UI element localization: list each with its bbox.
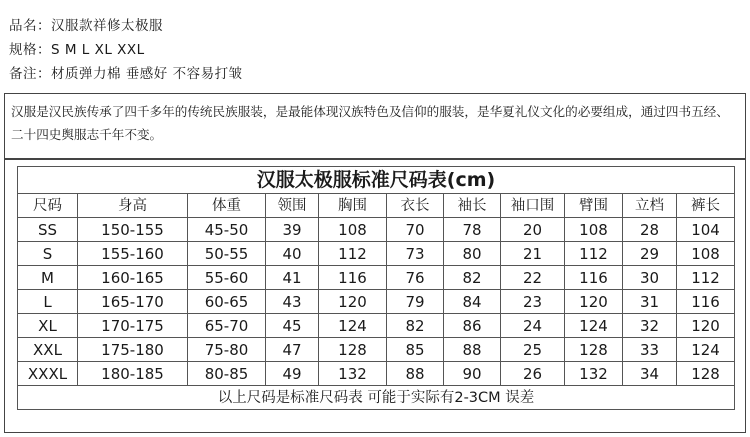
table-cell: 128 — [565, 338, 623, 362]
header-cell: 立档 — [623, 194, 677, 218]
table-cell: 31 — [623, 290, 677, 314]
table-cell: 112 — [565, 242, 623, 266]
table-cell: 34 — [623, 362, 677, 386]
table-cell: 120 — [677, 314, 735, 338]
table-cell: 75-80 — [188, 338, 266, 362]
header-cell: 袖长 — [444, 194, 501, 218]
table-cell: 124 — [677, 338, 735, 362]
table-cell: 155-160 — [78, 242, 188, 266]
table-cell: 85 — [387, 338, 444, 362]
table-cell: 108 — [319, 218, 387, 242]
table-cell: 45 — [266, 314, 319, 338]
intro-text: 汉服是汉民族传承了四千多年的传统民族服装，是最能体现汉族特色及信仰的服装，是华夏礼仪文化的必要组成，通过四书五经、二十四史舆服志千年不变。 — [11, 104, 729, 142]
table-cell: 30 — [623, 266, 677, 290]
table-cell: 76 — [387, 266, 444, 290]
table-cell: 132 — [565, 362, 623, 386]
table-cell: XXXL — [18, 362, 78, 386]
table-cell: 29 — [623, 242, 677, 266]
table-cell: 112 — [677, 266, 735, 290]
table-cell: 88 — [444, 338, 501, 362]
table-cell: 150-155 — [78, 218, 188, 242]
table-cell: 23 — [501, 290, 565, 314]
header-cell: 身高 — [78, 194, 188, 218]
header-cell: 胸围 — [319, 194, 387, 218]
table-cell: 124 — [319, 314, 387, 338]
table-cell: 41 — [266, 266, 319, 290]
table-cell: 180-185 — [78, 362, 188, 386]
table-cell: 104 — [677, 218, 735, 242]
header-cell: 衣长 — [387, 194, 444, 218]
intro-box — [4, 93, 746, 159]
table-cell: 132 — [319, 362, 387, 386]
table-cell: SS — [18, 218, 78, 242]
table-cell: 80 — [444, 242, 501, 266]
header-cell: 体重 — [188, 194, 266, 218]
table-cell: 82 — [387, 314, 444, 338]
table-row — [18, 290, 735, 314]
table-cell: 108 — [677, 242, 735, 266]
table-row — [18, 266, 735, 290]
table-row — [18, 242, 735, 266]
table-cell: 39 — [266, 218, 319, 242]
table-row — [18, 314, 735, 338]
table-cell: 84 — [444, 290, 501, 314]
table-cell: 33 — [623, 338, 677, 362]
table-cell: 82 — [444, 266, 501, 290]
table-cell: 88 — [387, 362, 444, 386]
table-cell: 120 — [565, 290, 623, 314]
table-cell: 24 — [501, 314, 565, 338]
size-table-box — [4, 159, 746, 433]
table-cell: 86 — [444, 314, 501, 338]
table-cell: 73 — [387, 242, 444, 266]
table-cell: XL — [18, 314, 78, 338]
table-cell: 128 — [319, 338, 387, 362]
table-cell: 40 — [266, 242, 319, 266]
table-cell: 25 — [501, 338, 565, 362]
size-table — [17, 166, 735, 410]
table-cell: 28 — [623, 218, 677, 242]
size-table-footnote: 以上尺码是标准尺码表 可能于实际有2-3CM 误差 — [18, 386, 735, 410]
table-cell: 160-165 — [78, 266, 188, 290]
table-cell: 20 — [501, 218, 565, 242]
table-cell: 79 — [387, 290, 444, 314]
table-cell: 165-170 — [78, 290, 188, 314]
table-cell: 116 — [677, 290, 735, 314]
table-cell: 65-70 — [188, 314, 266, 338]
table-cell: XXL — [18, 338, 78, 362]
table-cell: 32 — [623, 314, 677, 338]
table-cell: 116 — [565, 266, 623, 290]
table-cell: 47 — [266, 338, 319, 362]
table-cell: 170-175 — [78, 314, 188, 338]
product-name: 品名：汉服款祥修太极服 — [9, 18, 163, 34]
header-cell: 臂围 — [565, 194, 623, 218]
table-cell: 70 — [387, 218, 444, 242]
table-cell: 120 — [319, 290, 387, 314]
table-row — [18, 218, 735, 242]
table-cell: 21 — [501, 242, 565, 266]
table-cell: 60-65 — [188, 290, 266, 314]
table-cell: 90 — [444, 362, 501, 386]
table-cell: 49 — [266, 362, 319, 386]
table-cell: 50-55 — [188, 242, 266, 266]
table-cell: S — [18, 242, 78, 266]
header-cell: 领围 — [266, 194, 319, 218]
table-row — [18, 362, 735, 386]
product-sizes: 规格：S M L XL XXL — [9, 42, 145, 58]
table-cell: 108 — [565, 218, 623, 242]
header-cell: 袖口围 — [501, 194, 565, 218]
table-cell: 78 — [444, 218, 501, 242]
table-cell: 112 — [319, 242, 387, 266]
product-remark: 备注：材质弹力棉 垂感好 不容易打皱 — [9, 66, 243, 82]
table-cell: 22 — [501, 266, 565, 290]
header-cell: 裤长 — [677, 194, 735, 218]
table-cell: 124 — [565, 314, 623, 338]
table-cell: 116 — [319, 266, 387, 290]
table-cell: L — [18, 290, 78, 314]
table-cell: 175-180 — [78, 338, 188, 362]
table-row — [18, 338, 735, 362]
table-cell: 26 — [501, 362, 565, 386]
table-cell: 80-85 — [188, 362, 266, 386]
table-cell: 43 — [266, 290, 319, 314]
size-table-header-row — [18, 194, 735, 218]
table-cell: M — [18, 266, 78, 290]
header-cell: 尺码 — [18, 194, 78, 218]
table-cell: 128 — [677, 362, 735, 386]
size-table-title: 汉服太极服标准尺码表(cm) — [18, 167, 735, 194]
table-cell: 45-50 — [188, 218, 266, 242]
table-cell: 55-60 — [188, 266, 266, 290]
product-info — [9, 14, 243, 86]
